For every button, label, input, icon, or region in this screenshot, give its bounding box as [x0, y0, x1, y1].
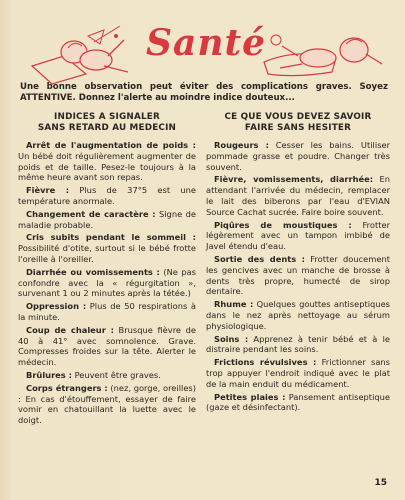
list-item: Brûlures : Peuvent être graves. — [26, 369, 161, 380]
list-item: Rougeurs : Cesser les bains. Utiliser pommade grasse et poudre. Changer très souvent. — [206, 140, 390, 172]
baby-right-illustration — [258, 28, 388, 84]
list-item: Soins : Apprenez à tenir bébé et à le distraire pendant les soins. — [206, 333, 391, 355]
list-item: Piqûres de moustiques : Frotter légèrement avec un tampon imbibé de Javel étendu d'eau. — [206, 219, 390, 252]
list-item: Arrêt de l'augmentation de poids : Un bébé doit régulièrement augmenter de poids et de taille. Pesez-le toujours à la même heure avant son repas. — [18, 140, 196, 183]
left-heading-line-1: INDICES A SIGNALER — [54, 112, 160, 122]
list-item: Diarrhée ou vomissements : (Ne pas confondre avec la « régurgitation », survenant 1 ou 2 minutes après la tétée.) — [18, 266, 197, 299]
left-column — [18, 112, 196, 428]
intro-paragraph: Une bonne observation peut éviter des complications graves. Soyez ATTENTIVE. Donnez l'alerte au moindre indice douteux... — [20, 82, 388, 103]
right-heading — [206, 112, 390, 134]
right-heading-line-1: CE QUE VOUS DEVEZ SAVOIR — [224, 112, 372, 122]
list-item: Cris subits pendant le sommeil : Possibilité d'otite, surtout si le bébé frotte l'oreille à l'oreiller. — [18, 232, 196, 264]
page-title: Santé — [146, 22, 267, 64]
list-item: Changement de caractère : Signe de maladie probable. — [18, 208, 196, 230]
baby-left-illustration — [24, 26, 144, 88]
left-heading-line-2: SANS RETARD AU MEDECIN — [37, 123, 177, 133]
list-item: Frictions révulsives : Frictionner sans trop appuyer l'endroit indiqué avec le plat de la main enduit du médicament. — [206, 357, 390, 389]
list-item: Fièvre : Plus de 37°5 est une température anormale. — [18, 185, 196, 206]
list-item: Oppression : Plus de 50 respirations à la minute. — [18, 301, 197, 322]
left-heading — [18, 112, 196, 134]
list-item: Rhume : Quelques gouttes antiseptiques dans le nez après nettoyage au sérum physiologique. — [206, 299, 391, 331]
list-item: Sortie des dents : Frotter doucement les gencives avec un manche de brosse à dents très propre, humecté de sirop dentaire. — [206, 253, 390, 297]
list-item: Corps étrangers : (nez, gorge, oreilles) : En cas d'étouffement, essayer de faire vomir en chatouillant la luette avec le doigt. — [18, 382, 196, 426]
page-number: 15 — [374, 478, 387, 488]
list-item: Coup de chaleur : Brusque fièvre de 40 à 41° avec somnolence. Grave. Compresses froides sur la tête. Alerter le médecin. — [18, 324, 196, 368]
right-column — [206, 112, 390, 415]
list-item: Petites plaies : Pansement antiseptique (gaze et désinfectant). — [206, 391, 390, 413]
right-heading-line-2: FAIRE SANS HESITER — [244, 123, 352, 133]
list-item: Fièvre, vomissements, diarrhée: En attendant l'arrivée du médecin, remplacer le lait des biberons par l'eau d'EVIAN Source Cachat sucrée. Faire boire souvent. — [206, 174, 391, 217]
